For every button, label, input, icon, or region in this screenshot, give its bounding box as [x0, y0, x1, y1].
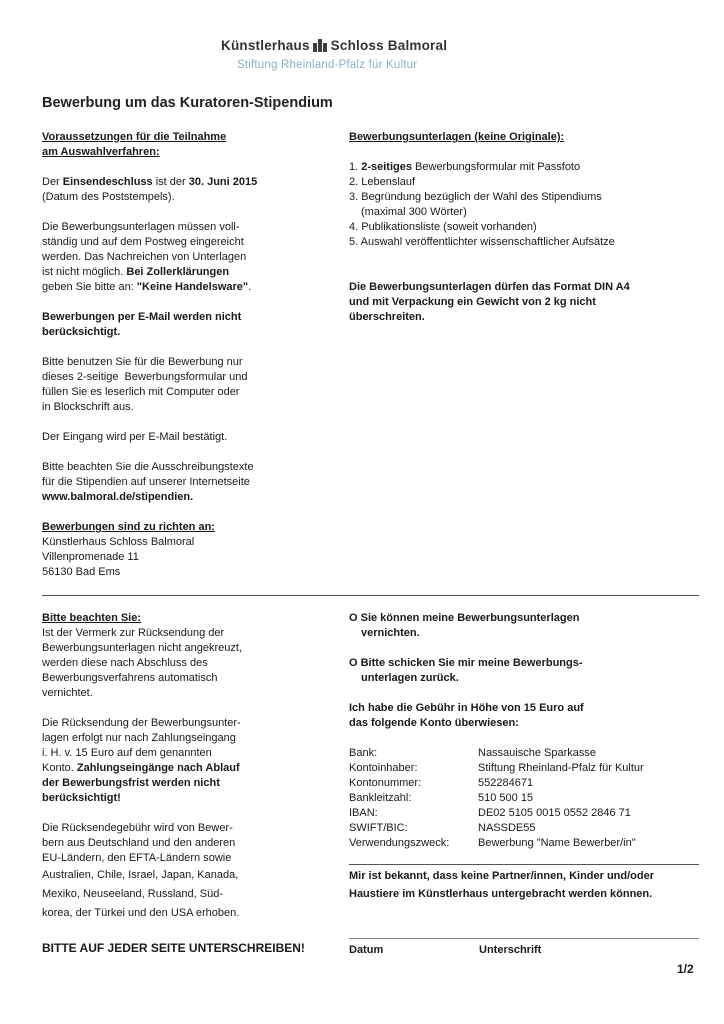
bank-value: 510 500 15 — [478, 792, 534, 804]
option-destroy-line-1[interactable]: O Sie können meine Bewerbungsunterlagen — [349, 612, 580, 624]
note-line-3: werden diese nach Abschluss des — [42, 657, 208, 669]
bank-value: Nassauische Sparkasse — [478, 747, 597, 759]
document-item-4: 4. Publikationsliste (soweit vorhanden) — [349, 221, 537, 233]
format-line-2: und mit Verpackung ein Gewicht von 2 kg nicht — [349, 296, 596, 308]
address-heading: Bewerbungen sind zu richten an: — [42, 521, 215, 533]
document-item-1 — [349, 160, 580, 175]
complete-line-5 — [42, 280, 251, 295]
form-line-1: Bitte benutzen Sie für die Bewerbung nur — [42, 356, 243, 368]
fee-line-4: Australien, Chile, Israel, Japan, Kanada, — [42, 869, 239, 881]
complete-line-1: Die Bewerbungsunterlagen müssen voll- — [42, 221, 240, 233]
document-item-5: 5. Auswahl veröffentlichter wissenschaftlicher Aufsätze — [349, 236, 615, 248]
bank-label: IBAN: — [349, 807, 378, 819]
page-title: Bewerbung um das Kuratoren-Stipendium — [42, 95, 333, 111]
deadline-label: Einsendeschluss — [62, 176, 153, 188]
format-line-3: überschreiten. — [349, 311, 425, 323]
return-line-6: berücksichtigt! — [42, 792, 121, 804]
bank-row — [349, 761, 644, 776]
bank-label: Kontonummer: — [349, 777, 422, 789]
fee-line-6: korea, der Türkei und den USA erhoben. — [42, 907, 240, 919]
fee-line-1: Die Rücksendegebühr wird von Bewer- — [42, 822, 233, 834]
return-line-5: der Bewerbungsfrist werden nicht — [42, 777, 220, 789]
address-line-3: 56130 Bad Ems — [42, 566, 121, 578]
deadline-line-2: (Datum des Poststempels). — [42, 191, 175, 203]
logo-text-right: Schloss Balmoral — [330, 38, 448, 53]
item-number: 1. — [349, 161, 362, 173]
bank-row — [349, 746, 644, 761]
form-line-3: füllen Sie es leserlich mit Computer oder — [42, 386, 240, 398]
complete-line-3: werden. Das Nachreichen von Unterlagen — [42, 251, 247, 263]
texts-line-2: für die Stipendien auf unserer Internetseite — [42, 476, 250, 488]
return-line-2: lagen erfolgt nur nach Zahlungseingang — [42, 732, 236, 744]
bank-row — [349, 806, 644, 821]
confirm-line: Der Eingang wird per E-Mail bestätigt. — [42, 431, 228, 443]
document-item-3: 3. Begründung bezüglich der Wahl des Stipendiums — [349, 191, 602, 203]
bank-details — [349, 746, 644, 851]
complete-text: ist nicht möglich. — [42, 266, 127, 278]
fee-line-5: Mexiko, Neuseeland, Russland, Süd- — [42, 888, 223, 900]
return-line-1: Die Rücksendung der Bewerbungsunter- — [42, 717, 241, 729]
bank-value: 552284671 — [478, 777, 534, 789]
bank-row — [349, 776, 644, 791]
return-text: Konto. — [42, 762, 77, 774]
bank-value: NASSDE55 — [478, 822, 536, 834]
option-return-line-1[interactable]: O Bitte schicken Sie mir meine Bewerbungs- — [349, 657, 583, 669]
pets-line-2: Haustiere im Künstlerhaus untergebracht werden können. — [349, 888, 653, 900]
form-line-4: in Blockschrift aus. — [42, 401, 134, 413]
logo — [221, 38, 447, 53]
bank-label: Bankleitzahl: — [349, 792, 412, 804]
customs-value: "Keine Handelsware" — [136, 281, 249, 293]
deadline-line-1 — [42, 175, 257, 190]
return-line-4 — [42, 761, 240, 776]
note-line-5: vernichtet. — [42, 687, 93, 699]
note-line-4: Bewerbungsverfahrens automatisch — [42, 672, 218, 684]
deadline-date: 30. Juni 2015 — [188, 176, 258, 188]
document-item-2: 2. Lebenslauf — [349, 176, 416, 188]
logo-subtitle: Stiftung Rheinland-Pfalz für Kultur — [237, 59, 418, 71]
option-destroy-line-2: vernichten. — [361, 627, 420, 639]
customs-label: Bei Zollerklärungen — [126, 266, 230, 278]
deadline-text-2: ist der — [152, 176, 189, 188]
requirements-heading-1: Voraussetzungen für die Teilnahme — [42, 131, 227, 143]
address-line-2: Villenpromenade 11 — [42, 551, 139, 563]
section-divider — [42, 595, 699, 596]
form-line-2: dieses 2-seitige Bewerbungsformular und — [42, 371, 248, 383]
return-warning: Zahlungseingänge nach Ablauf — [76, 762, 240, 774]
logo-text-left: Künstlerhaus — [221, 38, 310, 53]
pets-line-1: Mir ist bekannt, dass keine Partner/innen, Kinder und/oder — [349, 870, 655, 882]
note-line-2: Bewerbungsunterlagen nicht angekreuzt, — [42, 642, 242, 654]
payment-line-1: Ich habe die Gebühr in Höhe von 15 Euro auf — [349, 702, 584, 714]
deadline-text: Der — [42, 176, 63, 188]
bank-value: DE02 5105 0015 0552 2846 71 — [478, 807, 631, 819]
customs-period: . — [248, 281, 252, 293]
format-line-1: Die Bewerbungsunterlagen dürfen das Format DIN A4 — [349, 281, 630, 293]
email-line-1: Bewerbungen per E-Mail werden nicht — [42, 311, 242, 323]
website-link[interactable]: www.balmoral.de/stipendien. — [42, 491, 194, 503]
bank-value: Bewerbung "Name Bewerber/in" — [478, 837, 636, 849]
bank-label: Verwendungszweck: — [349, 837, 450, 849]
email-line-2: berücksichtigt. — [42, 326, 121, 338]
bank-value: Stiftung Rheinland-Pfalz für Kultur — [478, 762, 644, 774]
bank-row — [349, 821, 644, 836]
complete-line-4 — [42, 265, 229, 280]
item-text: Bewerbungsformular mit Passfoto — [411, 161, 581, 173]
address-line-1: Künstlerhaus Schloss Balmoral — [42, 536, 195, 548]
payment-line-2: das folgende Konto überwiesen: — [349, 717, 519, 729]
bank-row — [349, 791, 644, 806]
item-bold: 2-seitiges — [361, 161, 412, 173]
fee-line-3: EU-Ländern, den EFTA-Ländern sowie — [42, 852, 232, 864]
pets-divider — [349, 864, 699, 865]
fee-line-2: bern aus Deutschland und den anderen — [42, 837, 236, 849]
date-label: Datum — [349, 944, 384, 956]
texts-line-1: Bitte beachten Sie die Ausschreibungstexte — [42, 461, 254, 473]
document-item-3-cont: (maximal 300 Wörter) — [361, 206, 467, 218]
logo-building-icon — [313, 39, 328, 52]
option-return-line-2: unterlagen zurück. — [361, 672, 459, 684]
bank-label: Kontoinhaber: — [349, 762, 418, 774]
signature-line — [349, 938, 699, 939]
signature-label: Unterschrift — [479, 944, 542, 956]
sign-every-page-notice: BITTE AUF JEDER SEITE UNTERSCHREIBEN! — [42, 941, 305, 955]
return-line-3: i. H. v. 15 Euro auf dem genannten — [42, 747, 212, 759]
note-line-1: Ist der Vermerk zur Rücksendung der — [42, 627, 225, 639]
bank-label: SWIFT/BIC: — [349, 822, 408, 834]
bank-row — [349, 836, 644, 851]
documents-heading: Bewerbungsunterlagen (keine Originale): — [349, 131, 565, 143]
complete-line-2: ständig und auf dem Postweg eingereicht — [42, 236, 244, 248]
customs-text: geben Sie bitte an: — [42, 281, 137, 293]
page-number: 1/2 — [677, 962, 694, 976]
bank-label: Bank: — [349, 747, 378, 759]
requirements-heading-2: am Auswahlverfahren: — [42, 146, 160, 158]
note-heading: Bitte beachten Sie: — [42, 612, 142, 624]
